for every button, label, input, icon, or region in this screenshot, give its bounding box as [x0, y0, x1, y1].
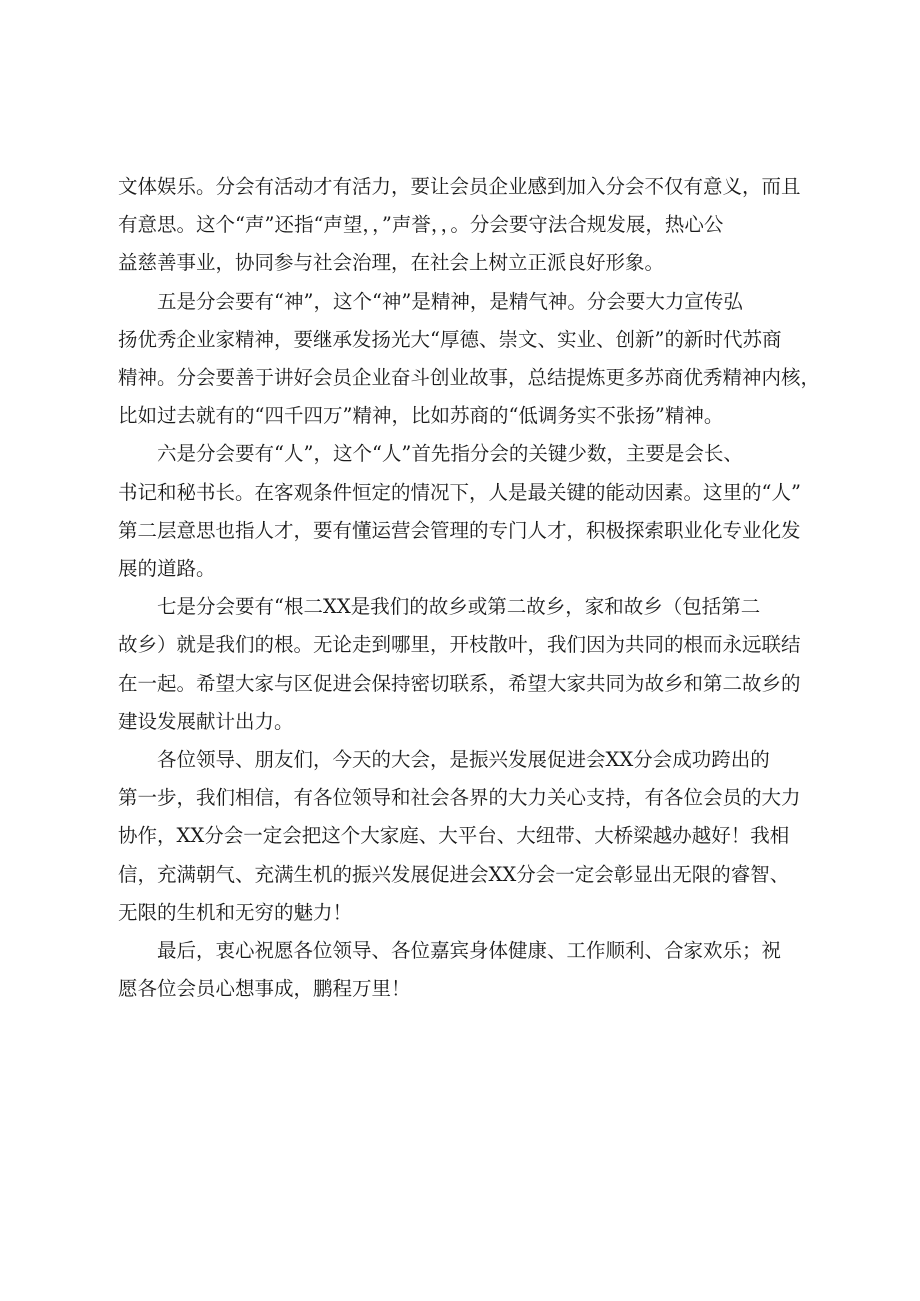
document-body [118, 168, 830, 1008]
text-line: 最后，衷心祝愿各位领导、各位嘉宾身体健康、工作顺利、合家欢乐；祝 [157, 939, 782, 963]
text-line: 愿各位会员心想事成，鹏程万里！ [118, 977, 411, 1001]
text-line: 信，充满朝气、充满生机的振兴发展促进会XX分会一定会彰显出无限的睿智、 [118, 862, 790, 886]
paragraph-2 [118, 283, 830, 436]
paragraph-6 [118, 932, 830, 1008]
text-line: 建设发展献计出力。 [118, 709, 294, 733]
text-line: 故乡）就是我们的根。无论走到哪里，开枝散叶，我们因为共同的根而永远联结 [118, 633, 801, 657]
text-line: 有意思。这个“声”还指“声望，，”声誉，，。分会要守法合规发展，热心公 [118, 213, 724, 237]
text-line: 各位领导、朋友们，今天的大会，是振兴发展促进会XX分会成功跨出的 [157, 748, 770, 772]
text-line: 精神。分会要善于讲好会员企业奋斗创业故事，总结提炼更多苏商优秀精神内核， [118, 366, 821, 390]
text-line: 六是分会要有“人”，这个“人”首先指分会的关键少数，主要是会长、 [157, 442, 743, 466]
text-line: 书记和秘书长。在客观条件恒定的情况下，人是最关键的能动因素。这里的“人” [118, 480, 801, 504]
text-line: 扬优秀企业家精神，要继承发扬光大“厚德、崇文、实业、创新”的新时代苏商 [118, 327, 782, 351]
text-line: 协作，XX分会一定会把这个大家庭、大平台、大纽带、大桥梁越办越好！我相 [118, 824, 790, 848]
paragraph-3 [118, 435, 830, 588]
text-line: 展的道路。 [118, 557, 216, 581]
text-line: 五是分会要有“神”，这个“神”是精神，是精气神。分会要大力宣传弘 [157, 289, 743, 313]
text-line: 益慈善事业，协同参与社会治理，在社会上树立正派良好形象。 [118, 251, 665, 275]
paragraph-4 [118, 588, 830, 741]
text-line: 七是分会要有“根二XX是我们的故乡或第二故乡，家和故乡（包括第二 [157, 595, 761, 619]
text-line: 第一步，我们相信，有各位领导和社会各界的大力关心支持，有各位会员的大力 [118, 786, 801, 810]
text-line: 在一起。希望大家与区促进会保持密切联系，希望大家共同为故乡和第二故乡的 [118, 671, 801, 695]
text-line: 文体娱乐。分会有活动才有活力，要让会员企业感到加入分会不仅有意义，而且 [118, 175, 801, 198]
paragraph-5 [118, 741, 830, 932]
text-line: 无限的生机和无穷的魅力！ [118, 900, 353, 924]
paragraph-1 [118, 168, 830, 283]
text-line: 第二层意思也指人才，要有懂运营会管理的专门人才，积极探索职业化专业化发 [118, 518, 801, 542]
text-line: 比如过去就有的“四千四万”精神，比如苏商的“低调务实不张扬”精神。 [118, 404, 724, 428]
